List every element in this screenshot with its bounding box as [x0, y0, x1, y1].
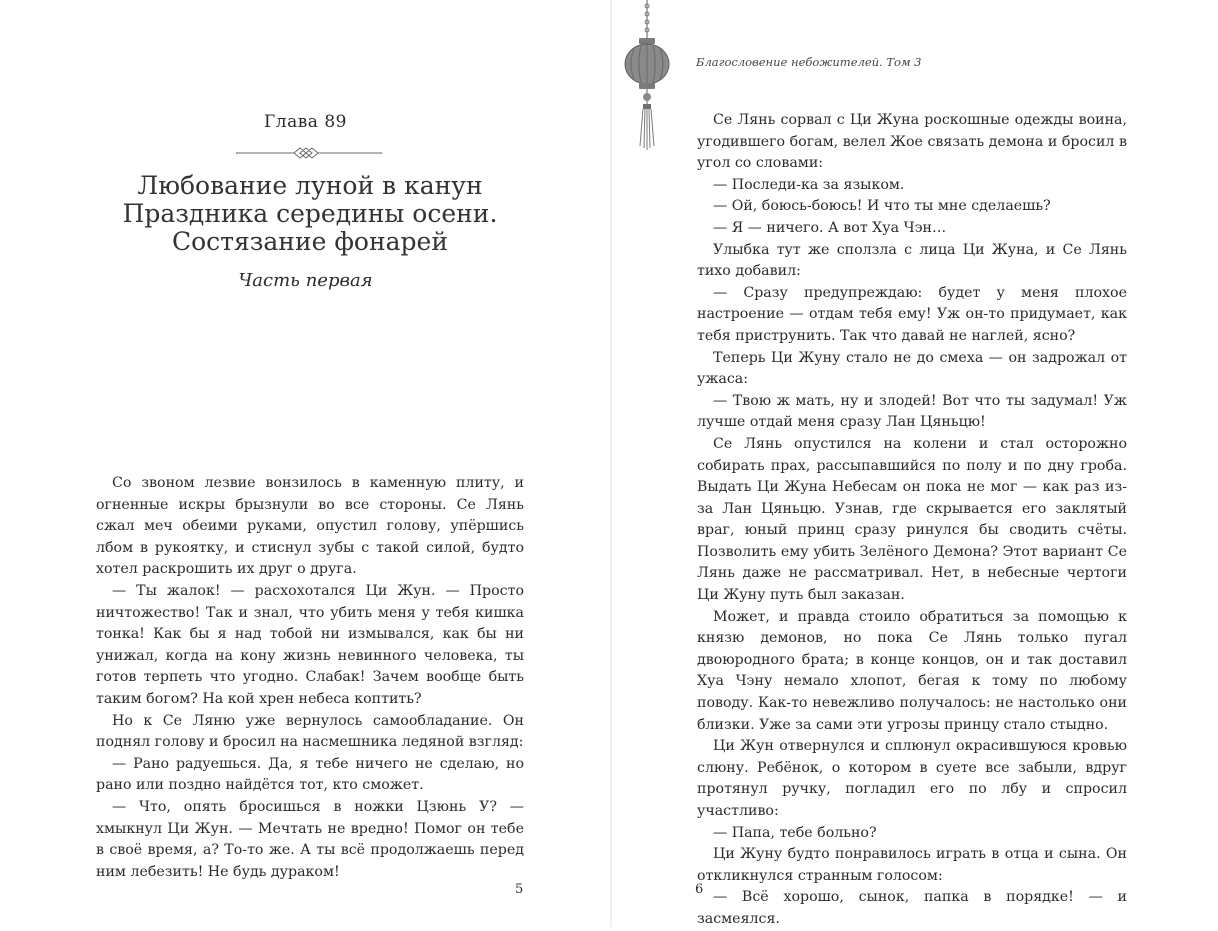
paragraph: Улыбка тут же сползла с лица Ци Жуна, и Се Лянь тихо добавил:: [697, 241, 1127, 280]
running-header: Благословение небожителей. Том 3: [696, 55, 922, 69]
lantern-icon: [622, 0, 672, 152]
paragraph: Теперь Ци Жуну стало не до смеха — он задрожал от ужаса:: [697, 349, 1127, 388]
paragraph: — Папа, тебе больно?: [713, 824, 877, 841]
page-number-right: 6: [695, 882, 704, 897]
paragraph: — Твою ж мать, ну и злодей! Вот что ты задумал! Уж лучше отдай меня сразу Лан Цяньцю!: [697, 392, 1127, 431]
paragraph: — Ты жалок! — расхохотался Ци Жун. — Просто ничтожество! Так и знал, что убить меня у тебя кишка тонка! Как бы я над тобой ни измывался, как бы ни унижал, когда на кону жизнь невинного человека, ты готов терпеть что угодно. Слабак! Зачем вообще быть таким богом? На кой хрен небеса коптить?: [96, 582, 524, 707]
knot-ornament-icon: [236, 146, 382, 160]
chapter-title-line: Состязание фонарей: [171, 227, 449, 256]
paragraph: — Что, опять бросишься в ножки Цзюнь У? — хмыкнул Ци Жун. — Мечтать не вредно! Помог он тебе в своё время, а? То-то же. А ты всё продолжаешь перед ним лебезить! Не будь дураком!: [96, 798, 524, 880]
left-body-text: [96, 473, 524, 883]
chapter-part: Часть первая: [238, 270, 373, 291]
paragraph: Но к Се Ляню уже вернулось самообладание. Он поднял голову и бросил на насмешника ледяной взгляд:: [96, 712, 524, 751]
chapter-title-line: Праздника середины осени.: [122, 199, 498, 228]
paragraph: — Ой, боюсь-боюсь! И что ты мне сделаешь?: [713, 198, 1051, 215]
chapter-number: Глава 89: [264, 112, 347, 132]
paragraph: — Сразу предупреждаю: будет у меня плохое настроение — отдам тебя ему! Уж он-то придумает, как тебя приструнить. Так что давай не наглей, ясно?: [697, 284, 1127, 344]
paragraph: Ци Жуну будто понравилось играть в отца и сына. Он откликнулся странным голосом:: [697, 846, 1127, 884]
chapter-title-line: Любование луной в канун: [137, 171, 483, 200]
paragraph: Со звоном лезвие вонзилось в каменную плиту, и огненные искры брызнули во все стороны. Се Лянь сжал меч обеими руками, опустил голову, упёршись лбом в рукоятку, и стиснул зубы с такой силой, будто хотел раскрошить их друг о друга.: [96, 475, 524, 578]
paragraph: — Всё хорошо, сынок, папка в порядке! — и засмеялся.: [697, 889, 1127, 927]
paragraph: — Последи-ка за языком.: [713, 176, 905, 193]
chapter-title: [60, 172, 560, 256]
paragraph: Ци Жун отвернулся и сплюнул окрасившуюся кровью слюну. Ребёнок, о котором в суете все забыли, вдруг протянул ручку, погладил его по лбу и спросил участливо:: [697, 738, 1127, 819]
paragraph: Се Лянь сорвал с Ци Жуна роскошные одежды воина, угодившего богам, велел Жое связать демона и бросил в угол со словами:: [697, 112, 1127, 172]
page-number-left: 5: [515, 882, 524, 897]
left-page: [0, 0, 611, 927]
right-body-text: [697, 110, 1127, 931]
paragraph: Се Лянь опустился на колени и стал осторожно собирать прах, рассыпавшийся по полу и по дну гроба. Выдать Ци Жуна Небесам он пока не мог — как раз из-за Лан Цяньцю. Узнав, где скрывается его заклятый враг, юный принц сразу ринулся бы сводить счёты. Позволить ему убить Зелёного Демона? Этот вариант Се Лянь даже не рассматривал. Нет, в небесные чертоги Ци Жуну путь был заказан.: [697, 435, 1127, 604]
paragraph: — Я — ничего. А вот Хуа Чэн…: [713, 219, 947, 236]
paragraph: — Рано радуешься. Да, я тебе ничего не сделаю, но рано или поздно найдётся тот, кто сможет.: [96, 755, 524, 794]
paragraph: Может, и правда стоило обратиться за помощью к князю демонов, но пока Се Лянь только пугал двоюродного брата; в конце концов, он и так доставил Хуа Чэну немало хлопот, бегая к тому по любому поводу. Как-то невежливо получалось: не настолько они близки. Уже за сами эти угрозы принцу стало стыдно.: [697, 608, 1127, 733]
